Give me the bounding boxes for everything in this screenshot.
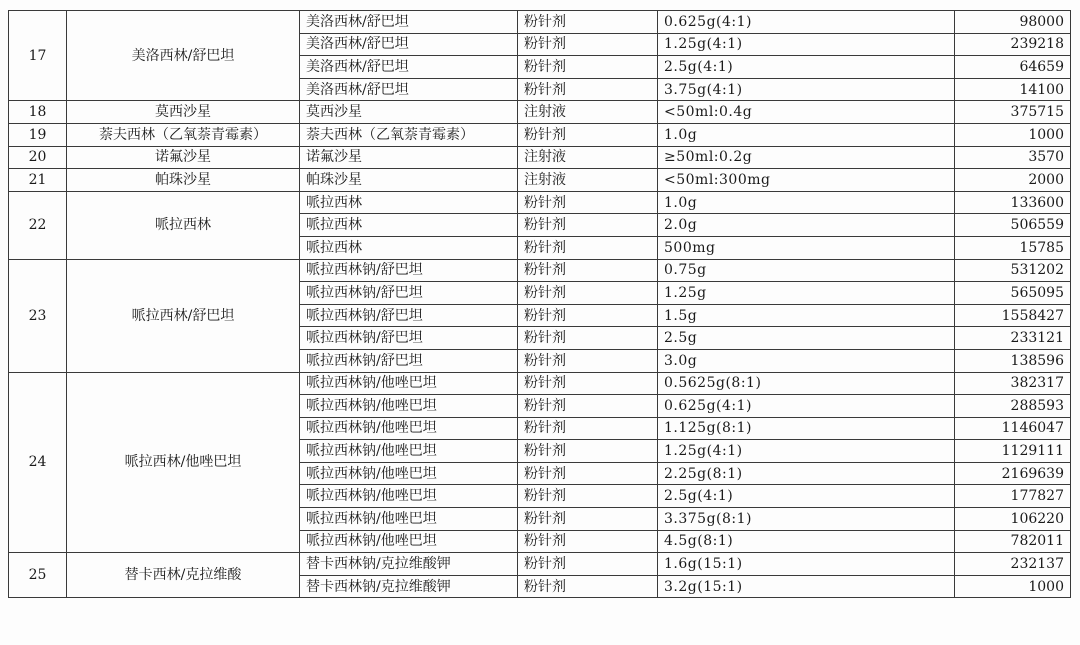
quantity-cell: 1000 — [955, 575, 1071, 598]
specification-cell: 0.5625g(8:1) — [658, 372, 955, 395]
dosage-form-cell: 粉针剂 — [518, 214, 658, 237]
product-name-cell: 哌拉西林 — [300, 214, 518, 237]
product-name-cell: 替卡西林钠/克拉维酸钾 — [300, 553, 518, 576]
quantity-cell: 15785 — [955, 236, 1071, 259]
dosage-form-cell: 粉针剂 — [518, 33, 658, 56]
quantity-cell: 133600 — [955, 191, 1071, 214]
quantity-cell: 138596 — [955, 349, 1071, 372]
specification-cell: 1.25g(4:1) — [658, 33, 955, 56]
dosage-form-cell: 粉针剂 — [518, 191, 658, 214]
generic-name-cell: 美洛西林/舒巴坦 — [67, 11, 300, 101]
dosage-form-cell: 粉针剂 — [518, 553, 658, 576]
row-number-cell: 17 — [9, 11, 67, 101]
product-name-cell: 哌拉西林钠/舒巴坦 — [300, 259, 518, 282]
table-row — [9, 191, 1071, 214]
product-name-cell: 哌拉西林钠/他唑巴坦 — [300, 508, 518, 531]
table-row — [9, 259, 1071, 282]
product-name-cell: 美洛西林/舒巴坦 — [300, 78, 518, 101]
table-row — [9, 553, 1071, 576]
specification-cell: 1.5g — [658, 304, 955, 327]
drug-procurement-table — [8, 10, 1071, 598]
dosage-form-cell: 粉针剂 — [518, 440, 658, 463]
quantity-cell: 64659 — [955, 56, 1071, 79]
generic-name-cell: 萘夫西林（乙氧萘青霉素） — [67, 123, 300, 146]
product-name-cell: 莫西沙星 — [300, 101, 518, 124]
quantity-cell: 531202 — [955, 259, 1071, 282]
dosage-form-cell: 粉针剂 — [518, 123, 658, 146]
table-body — [9, 11, 1071, 598]
dosage-form-cell: 注射液 — [518, 101, 658, 124]
table-row — [9, 11, 1071, 34]
dosage-form-cell: 粉针剂 — [518, 349, 658, 372]
row-number-cell: 21 — [9, 169, 67, 192]
product-name-cell: 美洛西林/舒巴坦 — [300, 56, 518, 79]
quantity-cell: 2169639 — [955, 462, 1071, 485]
row-number-cell: 23 — [9, 259, 67, 372]
dosage-form-cell: 粉针剂 — [518, 575, 658, 598]
quantity-cell: 232137 — [955, 553, 1071, 576]
specification-cell: 3.375g(8:1) — [658, 508, 955, 531]
dosage-form-cell: 粉针剂 — [518, 259, 658, 282]
specification-cell: 2.0g — [658, 214, 955, 237]
specification-cell: 1.0g — [658, 123, 955, 146]
specification-cell: 2.5g(4:1) — [658, 56, 955, 79]
quantity-cell: 14100 — [955, 78, 1071, 101]
dosage-form-cell: 粉针剂 — [518, 417, 658, 440]
product-name-cell: 哌拉西林钠/舒巴坦 — [300, 304, 518, 327]
product-name-cell: 萘夫西林（乙氧萘青霉素） — [300, 123, 518, 146]
quantity-cell: 106220 — [955, 508, 1071, 531]
specification-cell: <50ml:300mg — [658, 169, 955, 192]
product-name-cell: 哌拉西林钠/他唑巴坦 — [300, 462, 518, 485]
specification-cell: 4.5g(8:1) — [658, 530, 955, 553]
quantity-cell: 2000 — [955, 169, 1071, 192]
dosage-form-cell: 粉针剂 — [518, 282, 658, 305]
generic-name-cell: 诺氟沙星 — [67, 146, 300, 169]
specification-cell: 2.25g(8:1) — [658, 462, 955, 485]
product-name-cell: 美洛西林/舒巴坦 — [300, 11, 518, 34]
row-number-cell: 19 — [9, 123, 67, 146]
specification-cell: 1.6g(15:1) — [658, 553, 955, 576]
quantity-cell: 98000 — [955, 11, 1071, 34]
product-name-cell: 哌拉西林钠/他唑巴坦 — [300, 440, 518, 463]
dosage-form-cell: 粉针剂 — [518, 530, 658, 553]
specification-cell: <50ml:0.4g — [658, 101, 955, 124]
dosage-form-cell: 粉针剂 — [518, 372, 658, 395]
table-row — [9, 123, 1071, 146]
dosage-form-cell: 粉针剂 — [518, 485, 658, 508]
dosage-form-cell: 粉针剂 — [518, 56, 658, 79]
row-number-cell: 18 — [9, 101, 67, 124]
generic-name-cell: 帕珠沙星 — [67, 169, 300, 192]
quantity-cell: 375715 — [955, 101, 1071, 124]
product-name-cell: 哌拉西林钠/舒巴坦 — [300, 327, 518, 350]
dosage-form-cell: 粉针剂 — [518, 304, 658, 327]
quantity-cell: 506559 — [955, 214, 1071, 237]
row-number-cell: 24 — [9, 372, 67, 553]
row-number-cell: 20 — [9, 146, 67, 169]
product-name-cell: 美洛西林/舒巴坦 — [300, 33, 518, 56]
specification-cell: 1.25g — [658, 282, 955, 305]
quantity-cell: 782011 — [955, 530, 1071, 553]
dosage-form-cell: 粉针剂 — [518, 11, 658, 34]
quantity-cell: 1558427 — [955, 304, 1071, 327]
quantity-cell: 1129111 — [955, 440, 1071, 463]
product-name-cell: 替卡西林钠/克拉维酸钾 — [300, 575, 518, 598]
generic-name-cell: 莫西沙星 — [67, 101, 300, 124]
specification-cell: 0.75g — [658, 259, 955, 282]
quantity-cell: 239218 — [955, 33, 1071, 56]
dosage-form-cell: 注射液 — [518, 169, 658, 192]
dosage-form-cell: 粉针剂 — [518, 327, 658, 350]
product-name-cell: 帕珠沙星 — [300, 169, 518, 192]
dosage-form-cell: 粉针剂 — [518, 78, 658, 101]
generic-name-cell: 哌拉西林/舒巴坦 — [67, 259, 300, 372]
generic-name-cell: 哌拉西林 — [67, 191, 300, 259]
product-name-cell: 哌拉西林钠/他唑巴坦 — [300, 372, 518, 395]
quantity-cell: 3570 — [955, 146, 1071, 169]
row-number-cell: 22 — [9, 191, 67, 259]
product-name-cell: 哌拉西林钠/他唑巴坦 — [300, 485, 518, 508]
quantity-cell: 177827 — [955, 485, 1071, 508]
generic-name-cell: 替卡西林/克拉维酸 — [67, 553, 300, 598]
table-row — [9, 146, 1071, 169]
specification-cell: 3.0g — [658, 349, 955, 372]
product-name-cell: 哌拉西林钠/他唑巴坦 — [300, 395, 518, 418]
quantity-cell: 1000 — [955, 123, 1071, 146]
product-name-cell: 哌拉西林钠/他唑巴坦 — [300, 530, 518, 553]
table-row — [9, 169, 1071, 192]
table-row — [9, 101, 1071, 124]
quantity-cell: 288593 — [955, 395, 1071, 418]
quantity-cell: 233121 — [955, 327, 1071, 350]
dosage-form-cell: 粉针剂 — [518, 236, 658, 259]
product-name-cell: 哌拉西林钠/舒巴坦 — [300, 349, 518, 372]
dosage-form-cell: 粉针剂 — [518, 395, 658, 418]
specification-cell: 0.625g(4:1) — [658, 11, 955, 34]
specification-cell: 1.25g(4:1) — [658, 440, 955, 463]
dosage-form-cell: 粉针剂 — [518, 462, 658, 485]
product-name-cell: 哌拉西林钠/他唑巴坦 — [300, 417, 518, 440]
product-name-cell: 哌拉西林钠/舒巴坦 — [300, 282, 518, 305]
quantity-cell: 565095 — [955, 282, 1071, 305]
specification-cell: ≥50ml:0.2g — [658, 146, 955, 169]
specification-cell: 2.5g(4:1) — [658, 485, 955, 508]
specification-cell: 1.125g(8:1) — [658, 417, 955, 440]
table-row — [9, 372, 1071, 395]
product-name-cell: 诺氟沙星 — [300, 146, 518, 169]
specification-cell: 1.0g — [658, 191, 955, 214]
dosage-form-cell: 粉针剂 — [518, 508, 658, 531]
row-number-cell: 25 — [9, 553, 67, 598]
generic-name-cell: 哌拉西林/他唑巴坦 — [67, 372, 300, 553]
quantity-cell: 382317 — [955, 372, 1071, 395]
dosage-form-cell: 注射液 — [518, 146, 658, 169]
quantity-cell: 1146047 — [955, 417, 1071, 440]
specification-cell: 2.5g — [658, 327, 955, 350]
specification-cell: 0.625g(4:1) — [658, 395, 955, 418]
product-name-cell: 哌拉西林 — [300, 191, 518, 214]
specification-cell: 3.2g(15:1) — [658, 575, 955, 598]
product-name-cell: 哌拉西林 — [300, 236, 518, 259]
specification-cell: 3.75g(4:1) — [658, 78, 955, 101]
specification-cell: 500mg — [658, 236, 955, 259]
